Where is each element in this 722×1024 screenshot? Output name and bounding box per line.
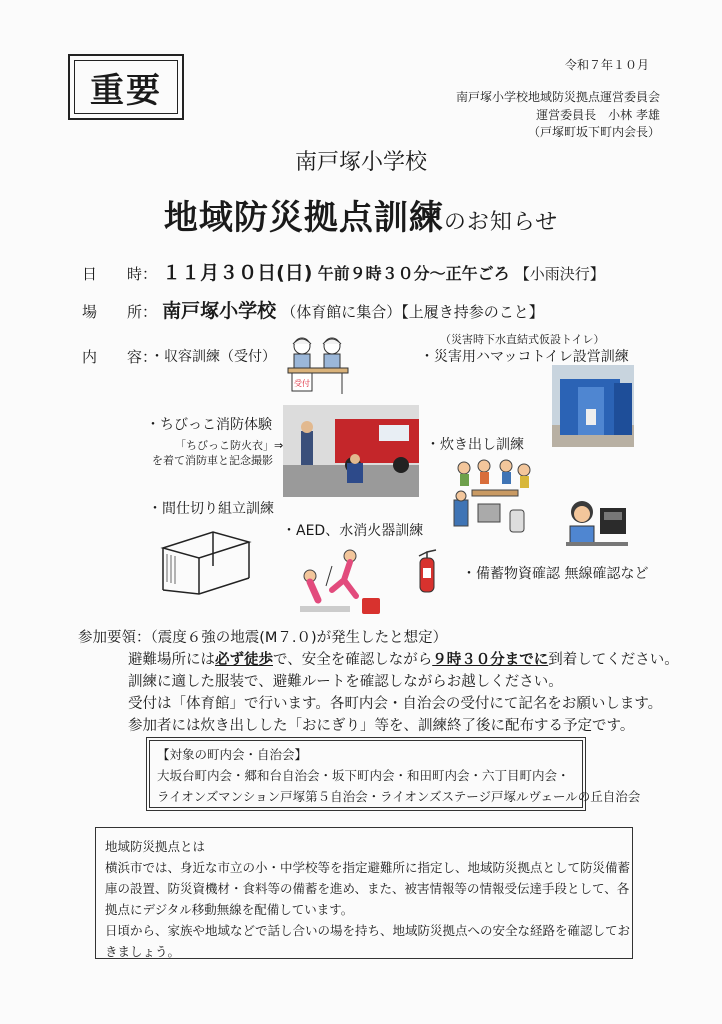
line1-part-c: で、安全を確認しながら — [273, 652, 433, 668]
cooking-illustration — [448, 456, 538, 540]
participation-assumption: （震度６強の地震(M７.０)が発生したと想定） — [150, 630, 448, 646]
item-toilet: ・災害用ハマッコトイレ設営訓練 — [420, 349, 629, 365]
radio-operator-illustration — [560, 496, 630, 552]
item-kids-note-1: 「ちびっこ防火衣」⇒ — [175, 439, 284, 452]
fire-truck-photo — [283, 405, 419, 497]
item-kids-note-2: を着て消防車と記念撮影 — [152, 454, 273, 467]
place-value: 南戸塚小学校 — [162, 300, 277, 322]
place-label: 場 所： — [82, 303, 158, 321]
place-detail: （体育館に集合）【上履き持参のこと】 — [281, 303, 544, 321]
info-box-line-1: 横浜市では、身近な市立の小・中学校等を指定避難所に指定し、地域防災拠点として防災備蓄 — [105, 860, 631, 875]
line1-part-a: 避難場所には — [128, 652, 215, 668]
item-reception: ・収容訓練（受付） — [150, 349, 276, 365]
info-box-line-2: 庫の設置、防災資機材・食料等の備蓄を進め、また、被害情報等の情報受伝達手段として、各 — [105, 881, 630, 896]
toilet-tent-photo — [552, 365, 634, 447]
info-box-line-4: 日頃から、家族や地域などで話し合いの場を持ち、地域防災拠点への安全な経路を確認してお — [105, 923, 631, 938]
target-box-title: 【対象の町内会・自治会】 — [157, 747, 308, 762]
datetime-time: 午前９時３０分～正午ごろ — [317, 264, 510, 283]
participation-header — [78, 626, 447, 647]
item-aed: ・AED、水消火器訓練 — [282, 523, 424, 539]
reception-illustration — [282, 332, 354, 396]
page-title — [0, 190, 722, 239]
item-partition: ・間仕切り組立訓練 — [148, 501, 274, 517]
content-label: 内 容： — [82, 348, 158, 366]
datetime-row — [82, 258, 605, 285]
target-associations-box — [146, 737, 641, 811]
school-name: 南戸塚小学校 — [294, 150, 427, 175]
aed-illustration — [292, 546, 384, 618]
issue-date: 令和７年１０月 — [565, 58, 650, 72]
participation-line-1 — [128, 648, 679, 669]
participation-line-4: 参加者には炊き出しした「おにぎり」等を、訓練終了後に配布する予定です。 — [128, 718, 635, 734]
datetime-label: 日 時： — [82, 265, 158, 283]
datetime-note: 【小雨決行】 — [514, 265, 605, 283]
title-main: 地域防災拠点訓練 — [163, 198, 444, 238]
chairperson: 運営委員長 小林 孝雄 — [536, 108, 660, 122]
item-supplies: ・備蓄物資確認 無線確認など — [462, 566, 649, 582]
partition-illustration — [153, 526, 255, 596]
participation-label: 参加要領： — [78, 630, 151, 646]
reception-sign-text: 受付 — [294, 379, 310, 388]
important-badge: 重要 — [68, 54, 184, 120]
target-box-line-1: 大坂台町内会・郷和台自治会・坂下町内会・和田町内会・六丁目町内会・ — [157, 768, 570, 783]
chairperson-note: （戸塚町坂下町内会長） — [527, 125, 660, 139]
extinguisher-icon — [414, 546, 440, 594]
line1-time: ９時３０分までに — [432, 652, 549, 668]
place-row — [82, 296, 544, 323]
info-box-line-3: 拠点にデジタル移動無線を配備しています。 — [105, 902, 354, 917]
item-cooking: ・炊き出し訓練 — [426, 437, 524, 453]
disaster-base-info-box — [95, 827, 633, 959]
organizer: 南戸塚小学校地域防災拠点運営委員会 — [455, 90, 660, 104]
item-kids-fire: ・ちびっこ消防体験 — [146, 417, 272, 433]
participation-line-3: 受付は「体育館」で行います。各町内会・自治会の受付にて記名をお願いします。 — [128, 696, 663, 712]
datetime-date: １１月３０日(日) — [162, 262, 313, 284]
line1-part-e: 到着してください。 — [548, 652, 679, 668]
info-box-title: 地域防災拠点とは — [105, 839, 206, 854]
info-box-line-5: きましょう。 — [105, 944, 181, 959]
title-suffix: のお知らせ — [443, 210, 559, 235]
item-toilet-note: （災害時下水直結式仮設トイレ） — [440, 333, 605, 346]
participation-line-2: 訓練に適した服装で、避難ルートを確認しながらお越しください。 — [128, 674, 563, 690]
line1-walk: 必ず徒歩 — [215, 652, 273, 668]
target-box-line-2: ライオンズマンション戸塚第５自治会・ライオンズステージ戸塚ルヴェールの丘自治会 — [157, 789, 641, 804]
